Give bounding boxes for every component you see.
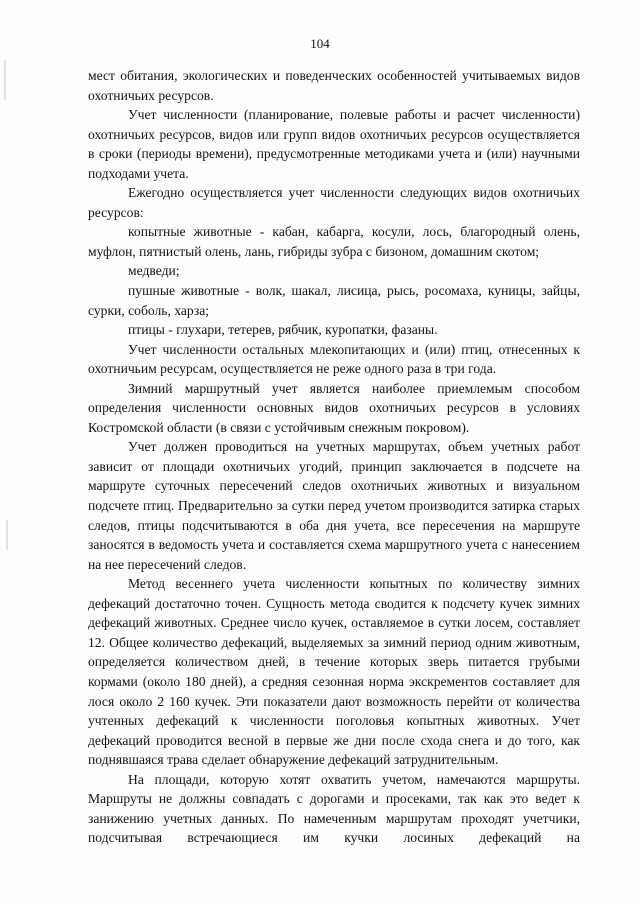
paragraph: Метод весеннего учета численности копытных по количеству зимних дефекаций достаточно точен. Сущность метода сводится к подсчету кучек зимних дефекаций животных. Среднее число кучек, оставляемое в сутки лосем, составляет 12. Общее количество дефекаций, выделяемых за зимний период одним животным, определяется количеством дней, в течение которых зверь питается грубыми кормами (около 180 дней), а средняя сезонная норма экскрементов составляет для лося около 2 160 кучек. Эти показатели дают возможность перейти от количества учтенных дефекаций к численности поголовья копытных животных. Учет дефекаций проводится весной в первые же дни после схода снега и до того, как поднявшаяся трава сделает обнаружение дефекаций затруднительным.: [88, 576, 580, 768]
list-item: птицы - глухари, тетерев, рябчик, куропатки, фазаны.: [128, 322, 438, 338]
scan-edge-mark: [4, 60, 6, 100]
list-item: копытные животные - кабан, кабарга, косули, лось, благородный олень, муфлон, пятнистый олень, лань, гибриды зубра с бизоном, домашним скотом;: [88, 224, 580, 259]
paragraph: мест обитания, экологических и поведенческих особенностей учитываемых видов охотничьих ресурсов.: [88, 68, 580, 103]
scan-edge-mark: [6, 520, 8, 550]
paragraph: Ежегодно осуществляется учет численности следующих видов охотничьих ресурсов:: [88, 185, 580, 220]
list-item: пушные животные - волк, шакал, лисица, рысь, росомаха, куницы, зайцы, сурки, соболь, харза;: [88, 283, 580, 318]
paragraph: На площади, которую хотят охватить учетом, намечаются маршруты. Маршруты не должны совпадать с дорогами и просеками, так как это ведет к занижению учетных данных. По намеченным маршрутам проходят учетчики, подсчитывая встречающиеся им кучки лосиных дефекаций на: [88, 771, 580, 846]
body-text: [88, 66, 580, 848]
paragraph: Учет численности (планирование, полевые работы и расчет численности) охотничьих ресурсов, видов или групп видов охотничьих ресурсов осуществляется в сроки (периоды времени), предусмотренные методиками учета и (или) научными подходами учета.: [88, 107, 580, 181]
paragraph: Зимний маршрутный учет является наиболее приемлемым способом определения численности основных видов охотничьих ресурсов в условиях Костромской области (в связи с устойчивым снежным покровом).: [88, 380, 580, 435]
list-item: медведи;: [128, 263, 180, 279]
paragraph: Учет численности остальных млекопитающих и (или) птиц, отнесенных к охотничьим ресурсам, осуществляется не реже одного раза в три года.: [88, 341, 580, 377]
page-number: 104: [310, 36, 330, 51]
paragraph: Учет должен проводиться на учетных маршрутах, объем учетных работ зависит от площади охотничьих угодий, принцип заключается в подсчете на маршруте суточных пересечений следов охотничьих животных и визуальном подсчете птиц. Предварительно за сутки перед учетом производится затирка старых следов, птицы подсчитываются в оба дня учета, все пересечения на маршруте заносятся в ведомость учета и составляется схема маршрутного учета с нанесением на нее пересечений следов.: [88, 439, 580, 572]
